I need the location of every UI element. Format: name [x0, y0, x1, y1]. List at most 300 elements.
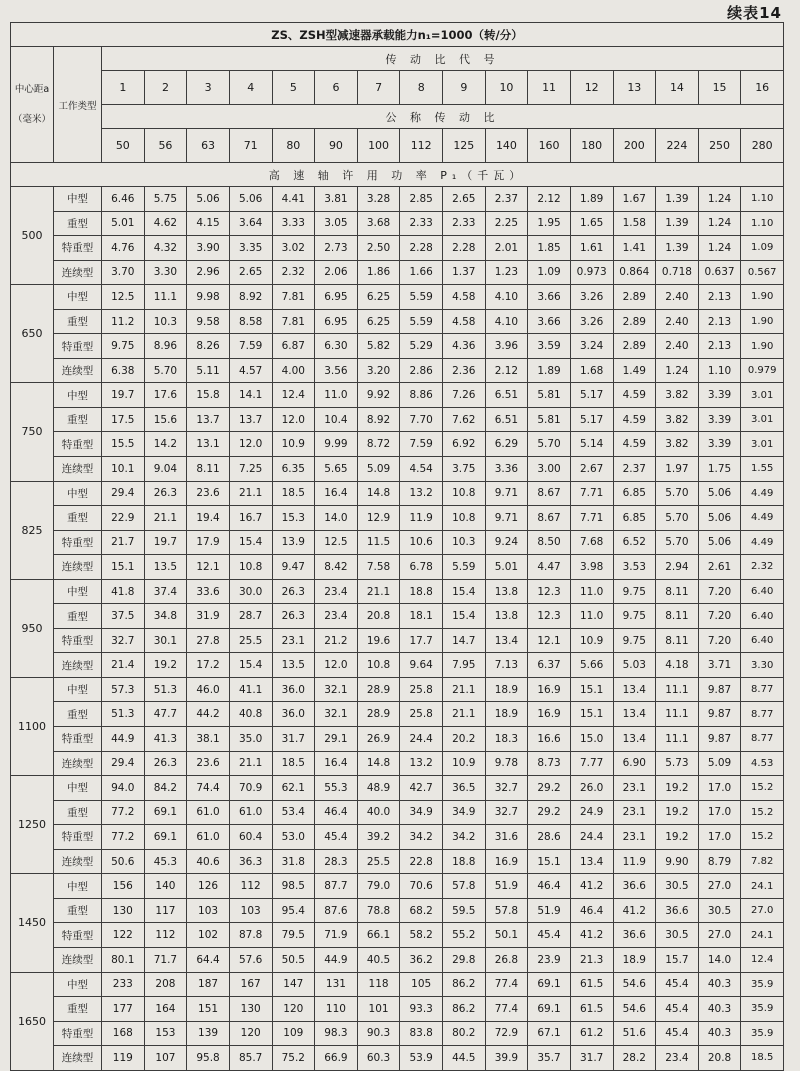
work-type-cell: 特重型: [54, 236, 102, 261]
power-value-cell: 1.67: [613, 187, 656, 212]
power-value-cell: 24.1: [741, 923, 784, 948]
power-value-cell: 86.2: [443, 997, 486, 1022]
power-value-cell: 41.8: [102, 579, 145, 604]
power-value-cell: 94.0: [102, 776, 145, 801]
power-value-cell: 2.33: [400, 211, 443, 236]
power-value-cell: 93.3: [400, 997, 443, 1022]
power-value-cell: 5.59: [400, 285, 443, 310]
power-value-cell: 30.5: [698, 898, 741, 923]
power-value-cell: 29.4: [102, 751, 145, 776]
power-value-cell: 29.1: [315, 727, 358, 752]
power-value-cell: 6.51: [485, 407, 528, 432]
work-type-cell: 中型: [54, 677, 102, 702]
ratio-code-cell: 11: [528, 71, 571, 105]
power-value-cell: 17.0: [698, 825, 741, 850]
power-value-cell: 8.92: [357, 407, 400, 432]
power-value-cell: 5.81: [528, 383, 571, 408]
power-value-cell: 14.8: [357, 481, 400, 506]
table-row: [11, 506, 784, 531]
power-value-cell: 7.59: [229, 334, 272, 359]
power-value-cell: 27.0: [741, 898, 784, 923]
power-value-cell: 15.8: [187, 383, 230, 408]
power-value-cell: 71.7: [144, 947, 187, 972]
power-value-cell: 130: [102, 898, 145, 923]
power-value-cell: 5.75: [144, 187, 187, 212]
power-value-cell: 70.9: [229, 776, 272, 801]
power-value-cell: 39.2: [357, 825, 400, 850]
power-value-cell: 8.11: [656, 604, 699, 629]
power-value-cell: 4.59: [613, 432, 656, 457]
nominal-ratio-cell: 224: [656, 129, 699, 163]
power-value-cell: 3.64: [229, 211, 272, 236]
power-value-cell: 64.4: [187, 947, 230, 972]
table-row: [11, 383, 784, 408]
power-value-cell: 40.5: [357, 947, 400, 972]
power-value-cell: 13.9: [272, 530, 315, 555]
power-value-cell: 78.8: [357, 898, 400, 923]
nominal-ratio-header: 公 称 传 动 比: [102, 105, 784, 129]
power-value-cell: 50.6: [102, 849, 145, 874]
power-value-cell: 103: [187, 898, 230, 923]
power-value-cell: 120: [272, 997, 315, 1022]
power-value-cell: 147: [272, 972, 315, 997]
power-value-cell: 69.1: [528, 997, 571, 1022]
power-value-cell: 22.9: [102, 506, 145, 531]
power-value-cell: 5.11: [187, 358, 230, 383]
power-value-cell: 7.25: [229, 457, 272, 482]
power-value-cell: 54.6: [613, 972, 656, 997]
nominal-ratio-cell: 140: [485, 129, 528, 163]
power-value-cell: 46.4: [315, 800, 358, 825]
power-value-cell: 98.5: [272, 874, 315, 899]
power-value-cell: 5.81: [528, 407, 571, 432]
power-value-cell: 3.71: [698, 653, 741, 678]
power-value-cell: 126: [187, 874, 230, 899]
nominal-ratio-cell: 100: [357, 129, 400, 163]
power-value-cell: 28.7: [229, 604, 272, 629]
power-value-cell: 3.39: [698, 407, 741, 432]
power-value-cell: 6.30: [315, 334, 358, 359]
power-value-cell: 13.8: [485, 604, 528, 629]
power-value-cell: 7.71: [570, 481, 613, 506]
power-value-cell: 7.13: [485, 653, 528, 678]
power-value-cell: 15.7: [656, 947, 699, 972]
power-value-cell: 2.61: [698, 555, 741, 580]
power-value-cell: 28.9: [357, 702, 400, 727]
power-value-cell: 3.98: [570, 555, 613, 580]
power-value-cell: 3.96: [485, 334, 528, 359]
power-value-cell: 2.50: [357, 236, 400, 261]
work-type-cell: 连续型: [54, 653, 102, 678]
power-value-cell: 21.1: [144, 506, 187, 531]
power-value-cell: 36.6: [613, 923, 656, 948]
power-value-cell: 18.8: [400, 579, 443, 604]
power-value-cell: 2.89: [613, 334, 656, 359]
power-value-cell: 8.86: [400, 383, 443, 408]
power-value-cell: 8.77: [741, 727, 784, 752]
power-value-cell: 4.10: [485, 309, 528, 334]
power-value-cell: 5.06: [187, 187, 230, 212]
power-value-cell: 61.2: [570, 1021, 613, 1046]
power-value-cell: 2.65: [443, 187, 486, 212]
power-value-cell: 8.11: [656, 628, 699, 653]
power-value-cell: 34.8: [144, 604, 187, 629]
power-value-cell: 8.67: [528, 506, 571, 531]
power-value-cell: 2.40: [656, 309, 699, 334]
power-value-cell: 8.92: [229, 285, 272, 310]
power-value-cell: 5.03: [613, 653, 656, 678]
power-value-cell: 8.11: [656, 579, 699, 604]
power-value-cell: 112: [229, 874, 272, 899]
table-row: [11, 874, 784, 899]
nominal-ratio-header-row: [11, 105, 784, 129]
power-value-cell: 35.9: [741, 1021, 784, 1046]
power-value-cell: 5.09: [357, 457, 400, 482]
power-value-cell: 26.3: [272, 604, 315, 629]
ratio-code-cell: 1: [102, 71, 145, 105]
power-value-cell: 29.4: [102, 481, 145, 506]
power-value-cell: 51.9: [528, 898, 571, 923]
power-value-cell: 9.24: [485, 530, 528, 555]
power-value-cell: 44.9: [315, 947, 358, 972]
center-distance-value: 1450: [11, 874, 54, 972]
power-value-cell: 5.01: [102, 211, 145, 236]
power-value-cell: 1.41: [613, 236, 656, 261]
power-value-cell: 131: [315, 972, 358, 997]
power-value-cell: 187: [187, 972, 230, 997]
power-value-cell: 18.5: [272, 751, 315, 776]
power-value-cell: 3.02: [272, 236, 315, 261]
power-value-cell: 2.65: [229, 260, 272, 285]
power-value-cell: 51.3: [144, 677, 187, 702]
power-value-cell: 29.2: [528, 776, 571, 801]
power-value-cell: 25.5: [229, 628, 272, 653]
power-value-cell: 2.28: [400, 236, 443, 261]
power-value-cell: 80.1: [102, 947, 145, 972]
power-value-cell: 47.7: [144, 702, 187, 727]
power-value-cell: 102: [187, 923, 230, 948]
power-value-cell: 164: [144, 997, 187, 1022]
power-value-cell: 8.96: [144, 334, 187, 359]
ratio-code-cell: 15: [698, 71, 741, 105]
power-value-cell: 9.71: [485, 506, 528, 531]
power-value-cell: 3.28: [357, 187, 400, 212]
power-value-cell: 9.92: [357, 383, 400, 408]
work-type-cell: 中型: [54, 776, 102, 801]
power-value-cell: 1.86: [357, 260, 400, 285]
power-value-cell: 6.52: [613, 530, 656, 555]
power-value-cell: 36.5: [443, 776, 486, 801]
power-value-cell: 2.85: [400, 187, 443, 212]
power-value-cell: 3.66: [528, 309, 571, 334]
table-row: [11, 187, 784, 212]
table-row: [11, 751, 784, 776]
power-value-cell: 156: [102, 874, 145, 899]
power-value-cell: 18.5: [741, 1046, 784, 1071]
power-value-cell: 1.89: [570, 187, 613, 212]
power-value-cell: 5.70: [656, 530, 699, 555]
power-value-cell: 4.32: [144, 236, 187, 261]
table-row: [11, 285, 784, 310]
table-row: [11, 530, 784, 555]
power-value-cell: 6.25: [357, 285, 400, 310]
power-value-cell: 2.40: [656, 334, 699, 359]
power-value-cell: 6.78: [400, 555, 443, 580]
table-row: [11, 727, 784, 752]
ratio-code-row: [11, 71, 784, 105]
power-value-cell: 2.94: [656, 555, 699, 580]
power-value-cell: 7.81: [272, 285, 315, 310]
power-value-cell: 2.01: [485, 236, 528, 261]
power-value-cell: 6.51: [485, 383, 528, 408]
power-value-cell: 44.5: [443, 1046, 486, 1071]
power-value-cell: 41.1: [229, 677, 272, 702]
power-value-cell: 20.8: [698, 1046, 741, 1071]
power-value-cell: 2.89: [613, 285, 656, 310]
power-value-cell: 13.4: [613, 727, 656, 752]
power-value-cell: 11.1: [144, 285, 187, 310]
power-value-cell: 2.28: [443, 236, 486, 261]
power-value-cell: 15.3: [272, 506, 315, 531]
power-value-cell: 4.10: [485, 285, 528, 310]
power-value-cell: 79.5: [272, 923, 315, 948]
power-value-cell: 13.1: [187, 432, 230, 457]
power-value-cell: 13.4: [613, 702, 656, 727]
nominal-ratio-cell: 63: [187, 129, 230, 163]
power-value-cell: 15.2: [741, 800, 784, 825]
power-value-cell: 61.0: [187, 800, 230, 825]
power-value-cell: 28.6: [528, 825, 571, 850]
power-value-cell: 2.37: [613, 457, 656, 482]
power-value-cell: 17.5: [102, 407, 145, 432]
power-value-cell: 1.68: [570, 358, 613, 383]
power-value-cell: 101: [357, 997, 400, 1022]
power-value-cell: 68.2: [400, 898, 443, 923]
nominal-ratio-cell: 280: [741, 129, 784, 163]
power-value-cell: 15.1: [570, 702, 613, 727]
power-value-cell: 11.1: [656, 677, 699, 702]
center-distance-header: 中心距a: [14, 83, 50, 95]
power-value-cell: 59.5: [443, 898, 486, 923]
power-value-cell: 41.2: [570, 874, 613, 899]
table-row: [11, 702, 784, 727]
power-value-cell: 1.24: [698, 187, 741, 212]
power-value-cell: 12.1: [187, 555, 230, 580]
work-type-cell: 特重型: [54, 432, 102, 457]
power-value-cell: 61.5: [570, 997, 613, 1022]
power-value-cell: 35.0: [229, 727, 272, 752]
power-value-cell: 2.73: [315, 236, 358, 261]
power-value-cell: 13.8: [485, 579, 528, 604]
power-value-cell: 16.9: [528, 702, 571, 727]
power-value-cell: 14.8: [357, 751, 400, 776]
work-type-cell: 中型: [54, 285, 102, 310]
power-value-cell: 7.26: [443, 383, 486, 408]
center-distance-value: 650: [11, 285, 54, 383]
table-row: [11, 898, 784, 923]
power-value-cell: 117: [144, 898, 187, 923]
power-value-cell: 9.87: [698, 677, 741, 702]
power-value-cell: 5.14: [570, 432, 613, 457]
power-value-cell: 11.9: [400, 506, 443, 531]
power-value-cell: 46.4: [570, 898, 613, 923]
work-type-cell: 连续型: [54, 457, 102, 482]
power-value-cell: 8.26: [187, 334, 230, 359]
work-type-cell: 中型: [54, 874, 102, 899]
power-value-cell: 11.5: [357, 530, 400, 555]
power-value-cell: 2.40: [656, 285, 699, 310]
power-value-cell: 14.2: [144, 432, 187, 457]
power-value-cell: 40.8: [229, 702, 272, 727]
work-type-cell: 特重型: [54, 530, 102, 555]
power-value-cell: 2.25: [485, 211, 528, 236]
power-value-cell: 17.9: [187, 530, 230, 555]
power-value-cell: 79.0: [357, 874, 400, 899]
power-value-cell: 36.0: [272, 702, 315, 727]
work-type-cell: 重型: [54, 309, 102, 334]
power-value-cell: 38.1: [187, 727, 230, 752]
power-value-cell: 55.3: [315, 776, 358, 801]
power-value-cell: 98.3: [315, 1021, 358, 1046]
table-row: [11, 776, 784, 801]
power-value-cell: 35.9: [741, 972, 784, 997]
power-value-cell: 54.6: [613, 997, 656, 1022]
power-value-cell: 3.39: [698, 432, 741, 457]
power-value-cell: 21.1: [357, 579, 400, 604]
power-value-cell: 36.2: [400, 947, 443, 972]
power-value-cell: 6.35: [272, 457, 315, 482]
power-value-cell: 27.8: [187, 628, 230, 653]
power-value-cell: 12.3: [528, 579, 571, 604]
power-value-cell: 168: [102, 1021, 145, 1046]
power-value-cell: 4.49: [741, 530, 784, 555]
table-row: [11, 800, 784, 825]
power-value-cell: 77.2: [102, 825, 145, 850]
table-row: [11, 628, 784, 653]
power-value-cell: 95.8: [187, 1046, 230, 1071]
power-value-cell: 8.72: [357, 432, 400, 457]
power-value-cell: 26.0: [570, 776, 613, 801]
table-row: [11, 579, 784, 604]
power-value-cell: 3.68: [357, 211, 400, 236]
power-value-cell: 23.1: [613, 825, 656, 850]
power-value-cell: 233: [102, 972, 145, 997]
power-value-cell: 15.4: [443, 579, 486, 604]
power-value-cell: 10.8: [357, 653, 400, 678]
power-value-cell: 2.89: [613, 309, 656, 334]
power-value-cell: 12.9: [357, 506, 400, 531]
power-value-cell: 16.4: [315, 751, 358, 776]
table-row: [11, 236, 784, 261]
power-value-cell: 5.09: [698, 751, 741, 776]
power-value-cell: 4.62: [144, 211, 187, 236]
power-value-cell: 8.77: [741, 702, 784, 727]
power-value-cell: 4.18: [656, 653, 699, 678]
power-value-cell: 1.66: [400, 260, 443, 285]
power-value-cell: 72.9: [485, 1021, 528, 1046]
power-value-cell: 23.4: [315, 579, 358, 604]
power-value-cell: 10.9: [272, 432, 315, 457]
power-value-cell: 2.32: [741, 555, 784, 580]
power-value-cell: 5.59: [400, 309, 443, 334]
power-value-cell: 4.49: [741, 506, 784, 531]
power-value-cell: 4.76: [102, 236, 145, 261]
work-type-cell: 特重型: [54, 923, 102, 948]
power-value-cell: 10.9: [570, 628, 613, 653]
power-value-cell: 1.10: [741, 211, 784, 236]
ratio-code-cell: 10: [485, 71, 528, 105]
power-value-cell: 69.1: [144, 825, 187, 850]
power-value-cell: 21.3: [570, 947, 613, 972]
work-type-cell: 重型: [54, 211, 102, 236]
power-value-cell: 2.33: [443, 211, 486, 236]
power-value-cell: 14.7: [443, 628, 486, 653]
power-value-cell: 9.58: [187, 309, 230, 334]
power-value-cell: 32.1: [315, 702, 358, 727]
power-value-cell: 13.7: [187, 407, 230, 432]
power-value-cell: 15.1: [528, 849, 571, 874]
work-type-cell: 中型: [54, 579, 102, 604]
power-value-cell: 20.2: [443, 727, 486, 752]
power-value-cell: 32.7: [485, 776, 528, 801]
power-value-cell: 23.1: [613, 800, 656, 825]
power-value-cell: 1.10: [741, 187, 784, 212]
power-value-cell: 0.718: [656, 260, 699, 285]
power-value-cell: 75.2: [272, 1046, 315, 1071]
power-value-cell: 3.70: [102, 260, 145, 285]
work-type-cell: 重型: [54, 702, 102, 727]
power-value-cell: 19.2: [656, 825, 699, 850]
power-value-cell: 19.6: [357, 628, 400, 653]
power-value-cell: 15.4: [229, 530, 272, 555]
power-value-cell: 5.06: [698, 506, 741, 531]
power-value-cell: 9.78: [485, 751, 528, 776]
power-value-cell: 69.1: [144, 800, 187, 825]
power-value-cell: 5.70: [656, 506, 699, 531]
power-value-cell: 9.75: [613, 628, 656, 653]
power-value-cell: 5.73: [656, 751, 699, 776]
power-value-cell: 85.7: [229, 1046, 272, 1071]
power-value-cell: 28.2: [613, 1046, 656, 1071]
power-value-cell: 5.01: [485, 555, 528, 580]
power-value-cell: 5.29: [400, 334, 443, 359]
power-value-cell: 46.4: [528, 874, 571, 899]
power-value-cell: 7.20: [698, 579, 741, 604]
power-value-cell: 4.53: [741, 751, 784, 776]
power-value-cell: 41.2: [613, 898, 656, 923]
power-value-cell: 12.5: [102, 285, 145, 310]
power-value-cell: 139: [187, 1021, 230, 1046]
ratio-code-header: 传 动 比 代 号: [102, 47, 784, 71]
table-row: [11, 211, 784, 236]
power-value-cell: 103: [229, 898, 272, 923]
power-value-cell: 3.35: [229, 236, 272, 261]
power-value-cell: 51.6: [613, 1021, 656, 1046]
power-value-cell: 12.4: [741, 947, 784, 972]
power-value-cell: 36.6: [656, 898, 699, 923]
power-value-cell: 71.9: [315, 923, 358, 948]
power-value-cell: 9.47: [272, 555, 315, 580]
power-value-cell: 4.41: [272, 187, 315, 212]
power-value-cell: 28.3: [315, 849, 358, 874]
power-value-cell: 9.99: [315, 432, 358, 457]
power-value-cell: 3.20: [357, 358, 400, 383]
power-value-cell: 50.1: [485, 923, 528, 948]
power-value-cell: 5.70: [656, 481, 699, 506]
power-value-cell: 45.4: [656, 1021, 699, 1046]
power-value-cell: 84.2: [144, 776, 187, 801]
work-type-cell: 特重型: [54, 628, 102, 653]
